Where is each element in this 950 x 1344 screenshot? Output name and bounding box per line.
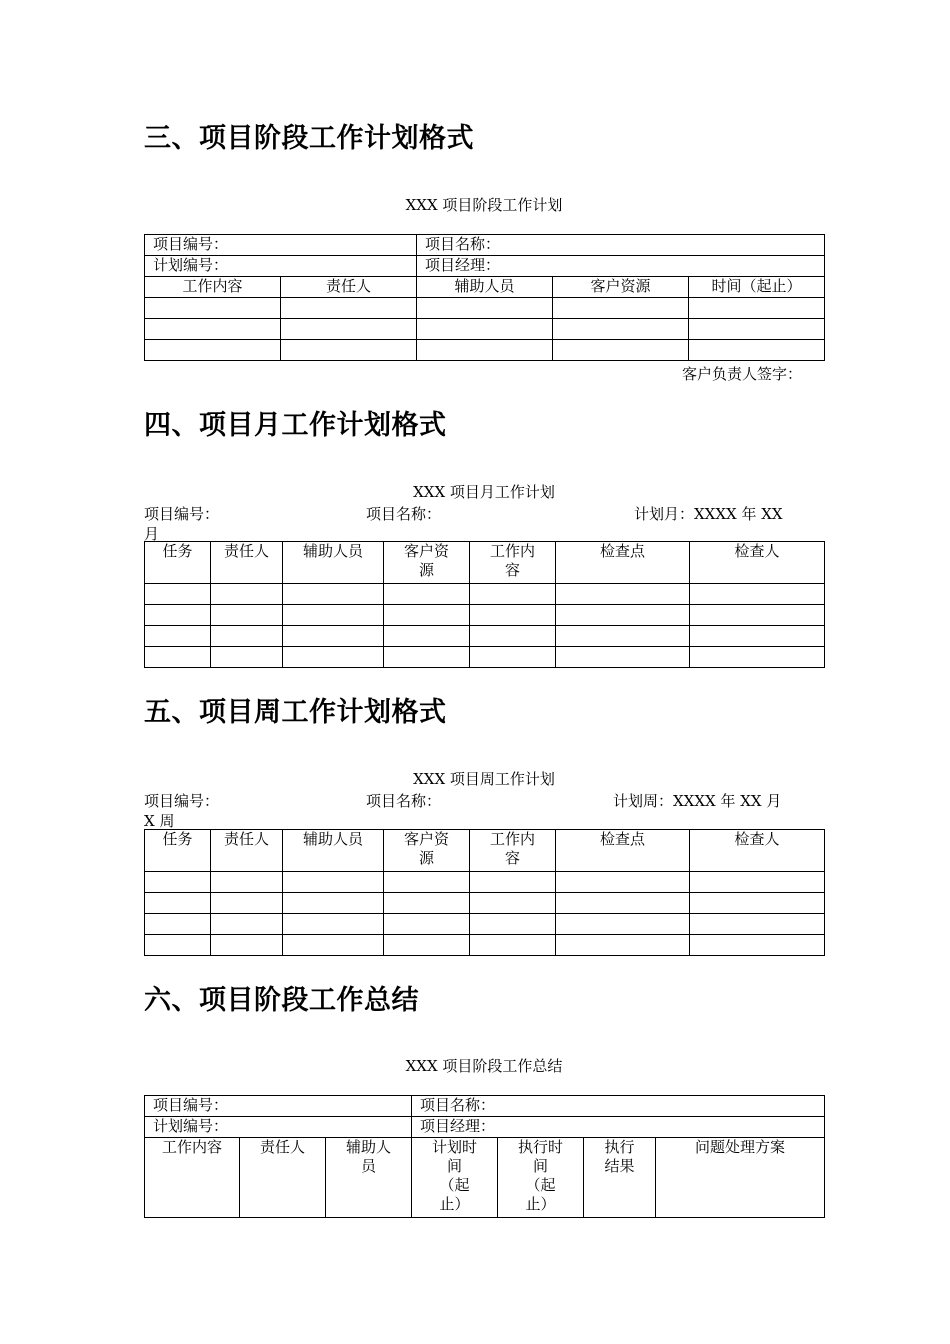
project-name-label: 项目名称： [366,792,442,810]
col-header: 辅助人员 [283,542,384,584]
project-name-label: 项目名称： [417,235,825,256]
col-header: 执行时 间 （起 止） [498,1138,584,1218]
plan-week-wrap: X 周 [144,812,175,830]
section-5-caption: XXX 项目周工作计划 [413,770,555,788]
col-header: 责任人 [240,1138,326,1218]
section-3-heading: 三、项目阶段工作计划格式 [144,123,474,154]
table-row [145,914,825,935]
table-row [145,935,825,956]
section-6-caption: XXX 项目阶段工作总结 [405,1057,563,1075]
project-no-label: 项目编号： [144,792,220,810]
project-name-label: 项目名称： [412,1096,825,1117]
col-header: 工作内 容 [470,830,556,872]
plan-no-label: 计划编号： [145,1117,412,1138]
col-header: 检查人 [690,542,825,584]
col-header: 辅助人员 [283,830,384,872]
col-header: 工作内 容 [470,542,556,584]
col-header: 时间（起止） [689,277,825,298]
table-row [145,872,825,893]
plan-no-label: 计划编号： [145,256,417,277]
project-no-label: 项目编号： [145,1096,412,1117]
section-3-caption: XXX 项目阶段工作计划 [405,196,563,214]
section-4-caption: XXX 项目月工作计划 [413,483,555,501]
col-header: 检查人 [690,830,825,872]
manager-label: 项目经理： [417,256,825,277]
manager-label: 项目经理： [412,1117,825,1138]
plan-month-wrap: 月 [144,525,160,543]
col-header: 问题处理方案 [656,1138,825,1218]
col-header: 客户资 源 [384,542,470,584]
col-header: 执行 结果 [584,1138,656,1218]
stage-summary-table [144,1095,825,1218]
col-header: 工作内容 [145,1138,240,1218]
table-row [145,647,825,668]
col-header: 客户资源 [553,277,689,298]
project-name-label: 项目名称： [366,505,442,523]
table-row [145,319,825,340]
table-row [145,298,825,319]
col-header: 责任人 [211,542,283,584]
plan-week-label: 计划周：XXXX 年 XX 月 [613,792,782,810]
col-header: 责任人 [211,830,283,872]
col-header: 辅助人员 [417,277,553,298]
table-row [145,893,825,914]
stage-plan-table [144,234,825,361]
project-no-label: 项目编号： [145,235,417,256]
weekly-plan-table [144,829,825,956]
table-row [145,584,825,605]
col-header: 检查点 [556,542,690,584]
table-row [145,340,825,361]
monthly-plan-table [144,541,825,668]
col-header: 客户资 源 [384,830,470,872]
section-5-heading: 五、项目周工作计划格式 [144,697,447,728]
col-header: 检查点 [556,830,690,872]
project-no-label: 项目编号： [144,505,220,523]
col-header: 责任人 [281,277,417,298]
client-signature-label: 客户负责人签字： [681,365,802,383]
col-header: 任务 [145,830,211,872]
col-header: 工作内容 [145,277,281,298]
table-row [145,605,825,626]
table-row [145,626,825,647]
monthly-plan-info [144,503,824,545]
section-4-heading: 四、项目月工作计划格式 [144,410,447,441]
weekly-plan-info [144,790,824,832]
col-header: 计划时 间 （起 止） [412,1138,498,1218]
col-header: 辅助人 员 [326,1138,412,1218]
col-header: 任务 [145,542,211,584]
plan-month-label: 计划月：XXXX 年 XX [634,505,783,523]
section-6-heading: 六、项目阶段工作总结 [144,985,419,1016]
